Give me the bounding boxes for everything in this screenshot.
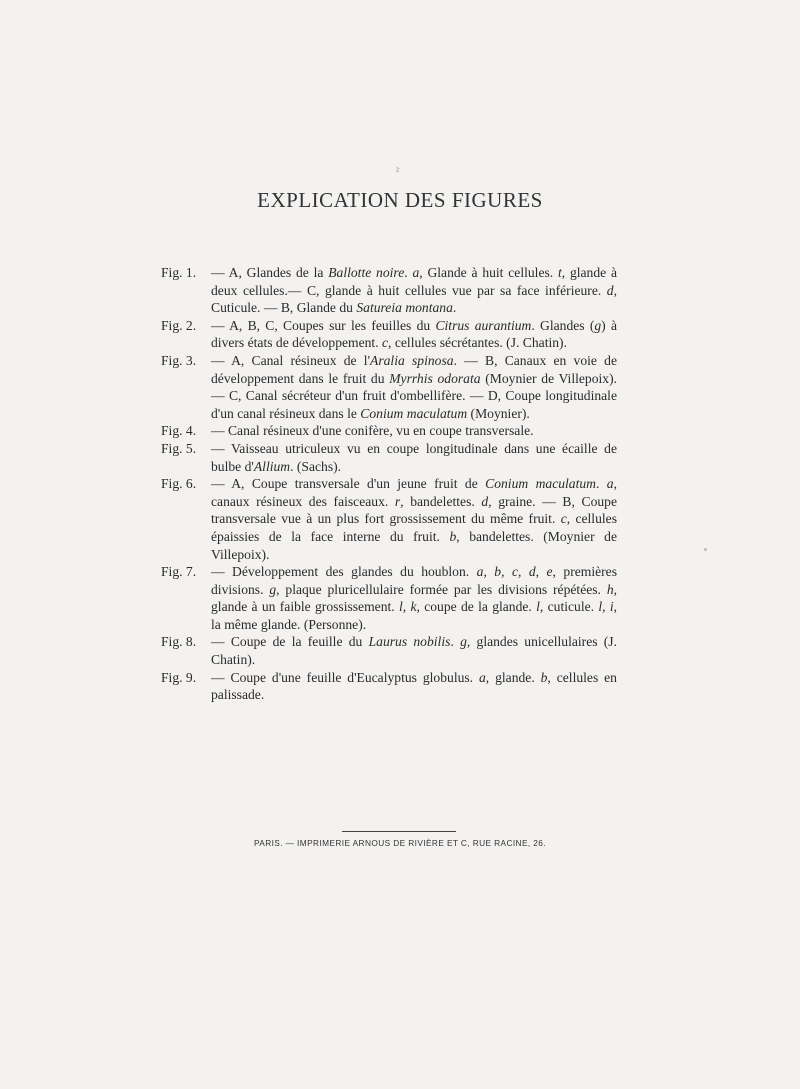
caption-text: . Glandes ( <box>531 317 595 333</box>
italic-term: Ballotte noire <box>328 265 405 280</box>
italic-term: a <box>478 669 486 685</box>
italic-term: g <box>460 634 467 650</box>
italic-term: d <box>606 282 614 298</box>
caption-text: ) à divers états de développement. <box>211 317 617 351</box>
caption-text: — Coupe de la feuille du <box>211 634 369 650</box>
figure-captions-list <box>161 264 617 704</box>
figure-label: Fig. 3. <box>161 352 197 368</box>
caption-text: , glande à deux cellules.— C, glande à huit cellules vue par sa face inférieure. <box>211 265 618 298</box>
caption-text: . — B, Canaux en voie de développement dans le fruit du <box>211 352 617 386</box>
italic-term: Conium maculatum <box>360 405 468 421</box>
caption-text: . <box>404 265 413 280</box>
caption-text: — A, Coupe transversale d'un jeune fruit de <box>211 476 486 492</box>
footer-divider <box>342 831 456 832</box>
italic-term: Aralia spinosa <box>370 352 454 368</box>
figure-caption <box>161 563 617 633</box>
figure-description <box>211 633 617 668</box>
caption-text: , cuticule. <box>539 599 599 615</box>
figure-description <box>211 475 617 563</box>
figure-caption <box>161 317 617 352</box>
figure-caption <box>161 633 617 668</box>
italic-term: g <box>269 581 277 597</box>
caption-text: (Moynier de Villepoix). — C, Canal sécréteur d'un fruit d'ombellifère. — D, Coupe longitudinale d'un canal résineux dans le <box>211 370 618 421</box>
caption-text: , plaque pluricellulaire formée par les divisions répétées. <box>276 581 607 597</box>
caption-text: (Moynier). <box>467 405 530 421</box>
figure-caption <box>161 352 617 422</box>
italic-term: l, i <box>598 599 614 615</box>
figure-caption <box>161 264 617 317</box>
caption-text: , coupe de la glande. <box>416 599 537 615</box>
figure-description <box>211 440 617 475</box>
figure-label: Fig. 5. <box>161 440 197 456</box>
page-mark: ² <box>396 166 399 177</box>
figure-description <box>211 264 617 317</box>
italic-term: d <box>481 493 489 509</box>
italic-term: t <box>557 265 562 280</box>
caption-text: . (Sachs). <box>290 458 342 474</box>
figure-label: Fig. 8. <box>161 634 197 650</box>
italic-term: Conium maculatum <box>485 476 596 492</box>
italic-term: Laurus nobilis <box>368 634 451 650</box>
printer-imprint: PARIS. — IMPRIMERIE ARNOUS DE RIVIÈRE ET C, RUE RACINE, 26. <box>253 838 547 848</box>
italic-term: r <box>394 493 401 509</box>
caption-text: — Canal résineux d'une conifère, vu en coupe transversale. <box>211 423 534 439</box>
caption-text: , Glande à huit cellules. <box>419 265 558 280</box>
figure-label: Fig. 9. <box>161 669 197 685</box>
italic-term: c <box>382 335 389 351</box>
caption-text: — A, Glandes de la <box>211 265 329 280</box>
figure-description <box>211 563 617 633</box>
figure-caption <box>161 475 617 563</box>
caption-text: — A, Canal résineux de l' <box>211 352 371 368</box>
caption-text: — Coupe d'une feuille d'Eucalyptus globulus. <box>211 669 479 685</box>
italic-term: a, b, c, d, e <box>476 564 553 580</box>
caption-text: , cellules épaissies de la face interne du fruit. <box>211 511 617 544</box>
caption-text: , cellules sécrétantes. (J. Chatin). <box>388 335 567 351</box>
figure-caption <box>161 422 617 440</box>
paper-speck <box>704 548 707 551</box>
italic-term: b <box>449 528 457 544</box>
italic-term: Citrus aurantium <box>435 317 532 333</box>
caption-text: — Vaisseau utriculeux vu en coupe longitudinale dans une écaille de bulbe d' <box>211 440 617 474</box>
caption-text: , cellules en palissade. <box>211 669 617 703</box>
italic-term: h <box>606 581 614 597</box>
caption-text: , bandelettes. (Moynier de Villepoix). <box>211 528 617 562</box>
caption-text: , glandes unicellulaires (J. Chatin). <box>211 634 617 668</box>
page-title: EXPLICATION DES FIGURES <box>257 188 543 212</box>
figure-label: Fig. 6. <box>161 476 197 492</box>
caption-text: , Cuticule. — B, Glande du <box>211 282 617 316</box>
figure-description <box>211 422 617 440</box>
figure-description <box>211 317 617 352</box>
figure-label: Fig. 1. <box>161 265 197 280</box>
caption-text: , glande à un faible grossissement. <box>211 581 618 615</box>
italic-term: a <box>606 476 614 492</box>
caption-text: . <box>596 476 607 492</box>
italic-term: g <box>594 317 602 333</box>
caption-text: , la même glande. (Personne). <box>211 599 618 632</box>
caption-text: . <box>450 634 461 650</box>
figure-label: Fig. 4. <box>161 423 197 439</box>
caption-text: — A, B, C, Coupes sur les feuilles du <box>211 317 436 333</box>
italic-term: Satureia montana <box>356 300 453 316</box>
caption-text: , bandelettes. <box>400 493 482 509</box>
italic-term: a <box>412 265 420 280</box>
caption-text: , graine. — B, Coupe transversale vue à un plus fort grossissement du même fruit. <box>211 493 617 527</box>
figure-label: Fig. 7. <box>161 564 197 580</box>
caption-text: . <box>452 300 457 316</box>
italic-term: b <box>540 669 548 685</box>
italic-term: Myrrhis odorata <box>389 370 481 386</box>
italic-term: Allium <box>253 458 291 474</box>
italic-term: l, k <box>398 599 417 615</box>
caption-text: , premières divisions. <box>211 564 617 597</box>
figure-caption <box>161 669 617 704</box>
caption-text: , glande. <box>485 669 541 685</box>
figure-description <box>211 352 617 422</box>
figure-label: Fig. 2. <box>161 317 197 333</box>
figure-description <box>211 669 617 704</box>
italic-term: l <box>536 599 540 615</box>
caption-text: — Développement des glandes du houblon. <box>211 564 477 580</box>
caption-text: , canaux résineux des faisceaux. <box>211 476 617 509</box>
italic-term: c <box>560 511 567 527</box>
figure-caption <box>161 440 617 475</box>
